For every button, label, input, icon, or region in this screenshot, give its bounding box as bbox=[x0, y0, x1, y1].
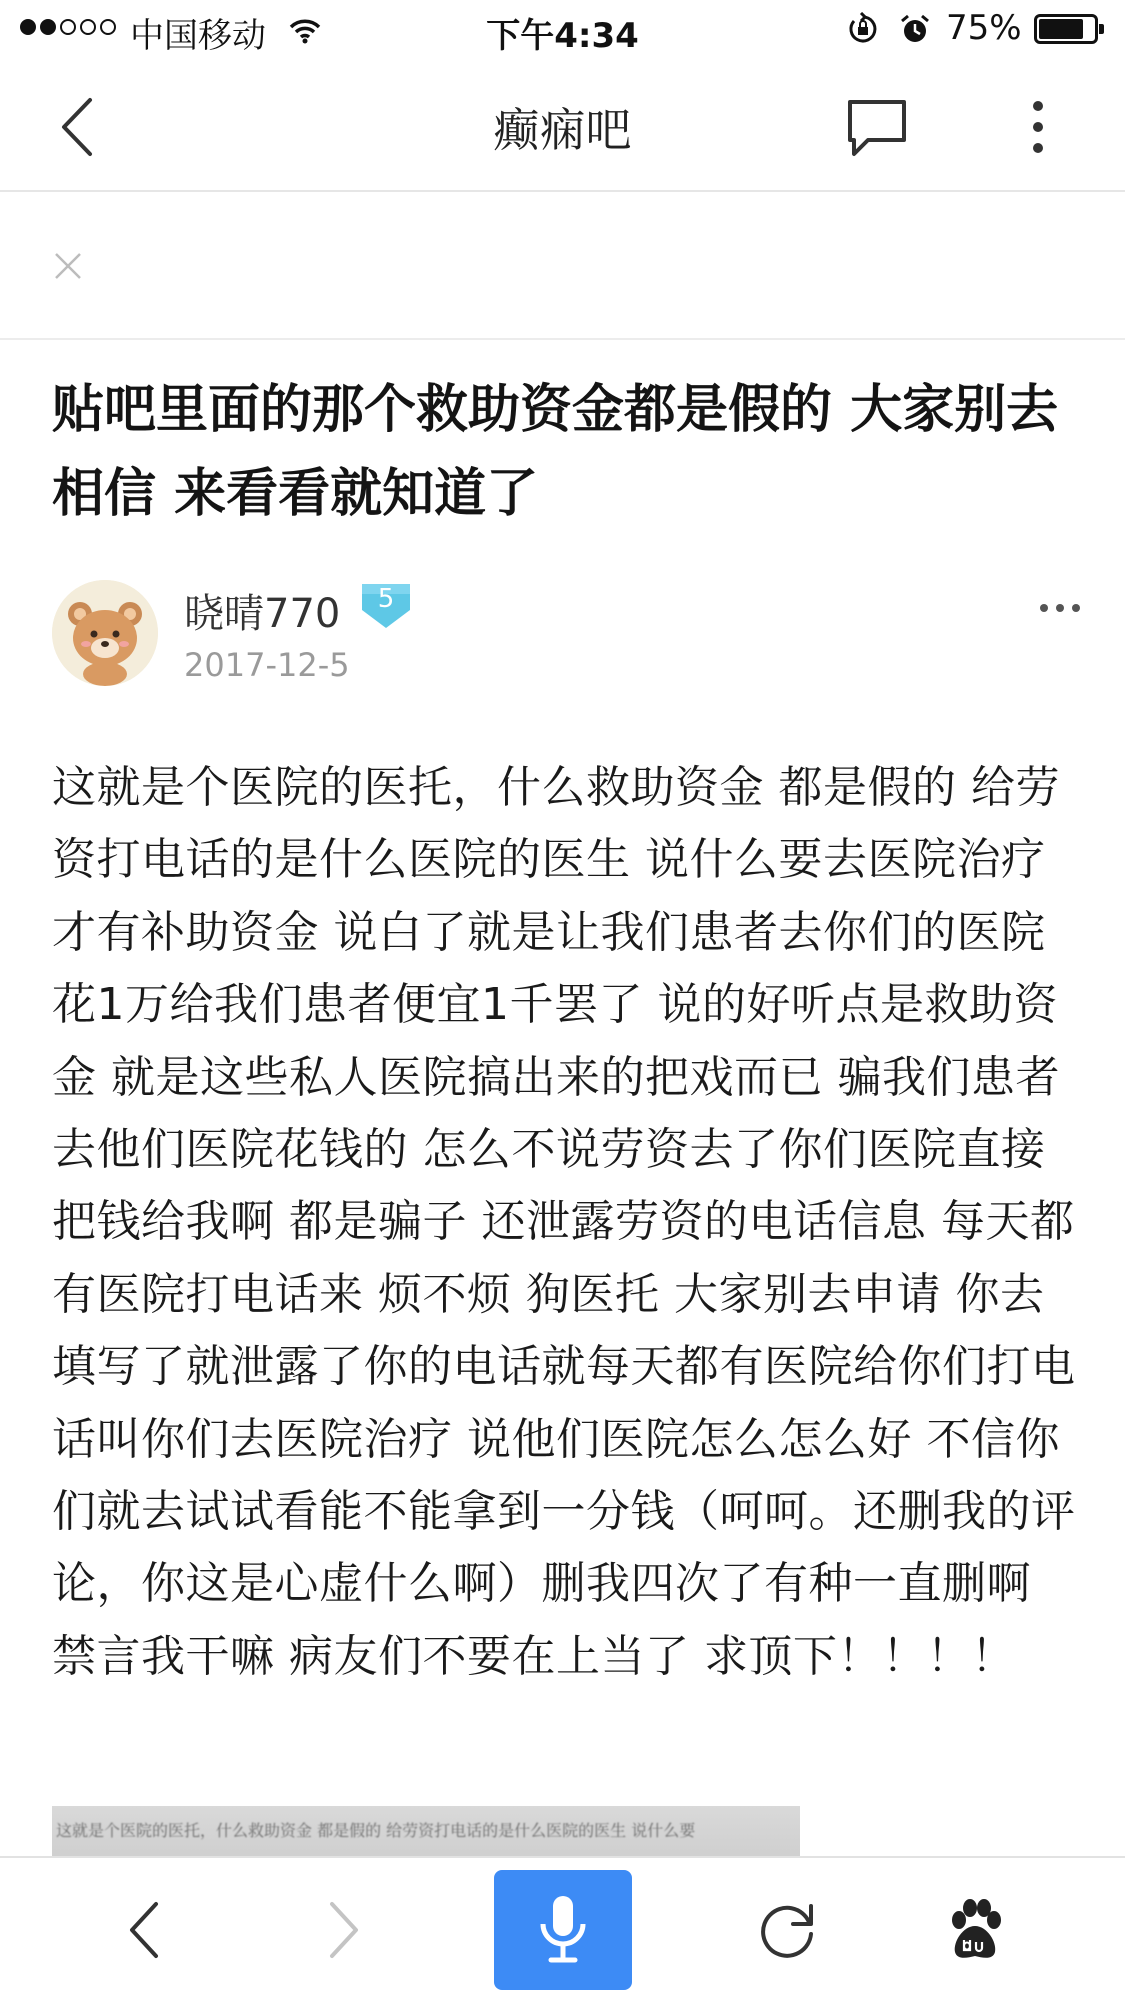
carrier-name: 中国移动 bbox=[130, 16, 266, 56]
microphone-icon bbox=[533, 1892, 593, 1968]
battery-icon bbox=[1034, 14, 1098, 44]
nav-bar bbox=[0, 62, 1125, 192]
level-badge bbox=[358, 580, 414, 632]
more-menu-button[interactable] bbox=[1018, 92, 1058, 162]
post-date: 2017-12-5 bbox=[184, 646, 350, 684]
refresh-button[interactable] bbox=[742, 1858, 832, 2001]
browser-back-button[interactable] bbox=[100, 1858, 190, 2001]
status-bar bbox=[0, 0, 1125, 62]
voice-search-button[interactable] bbox=[494, 1870, 632, 1990]
avatar[interactable] bbox=[52, 580, 158, 686]
chevron-right-icon bbox=[318, 1898, 368, 1962]
rotation-lock-icon bbox=[846, 12, 880, 55]
more-horizontal-icon bbox=[1038, 598, 1082, 618]
status-time: 下午4:34 bbox=[486, 16, 639, 56]
close-icon bbox=[52, 250, 84, 282]
bear-avatar-icon bbox=[52, 580, 158, 686]
alarm-icon bbox=[898, 12, 932, 55]
page-title: 癫痫吧 bbox=[493, 103, 632, 157]
refresh-icon bbox=[755, 1898, 819, 1962]
comment-icon bbox=[844, 92, 912, 160]
baidu-paw-icon bbox=[943, 1898, 1007, 1962]
bottom-toolbar bbox=[0, 1856, 1125, 2001]
browser-forward-button[interactable] bbox=[298, 1858, 388, 2001]
close-banner-button[interactable] bbox=[52, 250, 84, 282]
post-title: 贴吧里面的那个救助资金都是假的 大家别去相信 来看看就知道了 bbox=[52, 380, 1059, 524]
chevron-left-icon bbox=[120, 1898, 170, 1962]
post-body: 这就是个医院的医托，什么救助资金 都是假的 给劳资打电话的是什么医院的医生 说什么要去医院治疗才有补助资金 说白了就是让我们患者去你们的医院花1万给我们患者便宜1千罢了 说的好听点是救助资金 就是这些私人医院搞出来的把戏而已 骗我们患者去他们医院花钱的 怎么不说劳资去了你们医院直接把钱给我啊 都是骗子 还泄露劳资的电话信息 每天都有医院打电话来 烦不烦 狗医托 大家别去申请 你去填写了就泄露了你的电话就每天都有医院给你们打电话叫你们去医院治疗 说他们医院怎么怎么好 不信你们就去试试看能不能拿到一分钱（呵呵。还删我的评论，你这是心虚什么啊）删我四次了有种一直删啊 禁言我干嘛 病友们不要在上当了 求顶下！！！！ bbox=[52, 762, 1076, 1682]
comment-button[interactable] bbox=[844, 92, 912, 160]
author-row bbox=[52, 580, 1082, 690]
more-vertical-icon bbox=[1018, 92, 1058, 162]
post-image-text: 这就是个医院的医托，什么救助资金 都是假的 给劳资打电话的是什么医院的医生 说什么要 bbox=[56, 1821, 696, 1840]
baidu-home-button[interactable] bbox=[930, 1858, 1020, 2001]
post-image[interactable] bbox=[52, 1806, 800, 1858]
battery-percent: 75% bbox=[946, 8, 1022, 48]
post-more-button[interactable] bbox=[1038, 598, 1082, 618]
author-name[interactable]: 晓晴770 bbox=[184, 591, 341, 637]
level-number: 5 bbox=[377, 584, 395, 614]
dismiss-banner bbox=[0, 192, 1125, 340]
